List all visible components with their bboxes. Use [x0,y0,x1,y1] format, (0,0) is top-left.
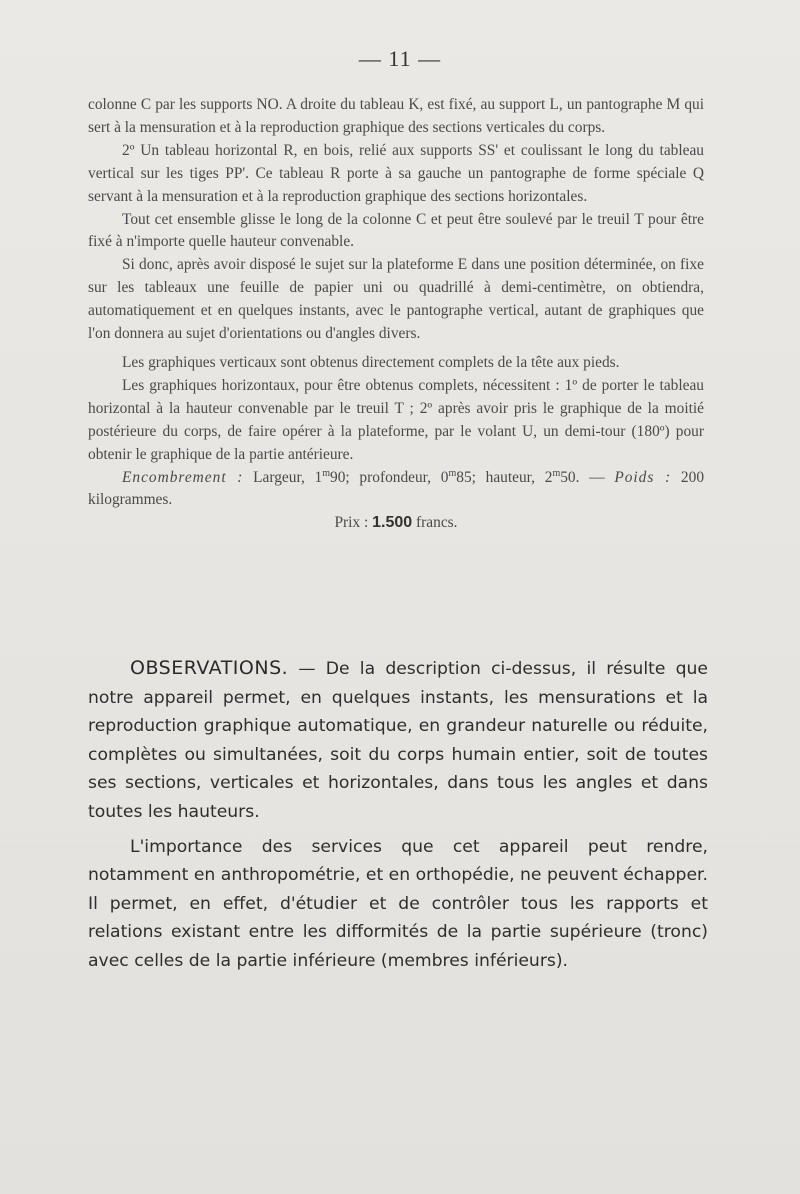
observations-paragraph-1 [88,654,708,827]
description-body [88,94,704,535]
largeur-int: 1 [314,468,323,486]
observations-section [88,654,708,976]
hauteur-label: hauteur, [485,468,536,486]
observations-heading: OBSERVATIONS. [130,657,289,679]
profondeur-dec: 85; [456,468,476,486]
paragraph-continuation: colonne C par les supports NO. A droite du tableau K, est fixé, au support L, un pantographe M qui sert à la mensuration et à la reproduction graphique des sections verticales du corps. [88,96,704,136]
paragraph-winch: Tout cet ensemble glisse le long de la colonne C et peut être soulevé par le treuil T pour être fixé à n'importe quelle hauteur convenable. [88,210,704,251]
profondeur-int: 0 [440,468,449,486]
price-line [88,512,704,535]
dimensions-dash: — [589,468,605,486]
price-currency: francs. [416,514,458,532]
observations-paragraph-2: L'importance des services que cet appareil peut rendre, notamment en anthropométrie, et en orthopédie, ne peuvent échapper. Il permet, en effet, d'étudier et de contrôler tous les rapports et relations existant entre les difformités de la partie supérieure (tronc) avec celles de la partie inférieure (membres inférieurs). [88,836,708,971]
paragraph-horizontal-graphs: Les graphiques horizontaux, pour être obtenus complets, nécessitent : 1º de porter le tableau horizontal à la hauteur convenable par le treuil T ; 2º après avoir pris le graphique de la moitié postérieure du corps, de faire opérer à la plateforme, par le volant U, un demi-tour (180º) pour obtenir le graphique de la partie antérieure. [88,376,704,463]
hauteur-unit: m [552,467,561,479]
paragraph-horizontal-table: 2º Un tableau horizontal R, en bois, relié aux supports SS' et coulissant le long du tableau vertical sur les tiges PP'. Ce tableau R porte à sa gauche un pantographe de forme spéciale Q servant à la mensuration et à la reproduction graphique des sections horizontales. [88,141,704,205]
largeur-unit: m [322,467,331,479]
dimensions-label: Encombrement : [122,468,244,486]
poids-value: 200 kilogrammes. [88,468,705,509]
hauteur-int: 2 [544,468,553,486]
hauteur-dec: 50. [560,468,580,486]
paragraph-vertical-graphs: Les graphiques verticaux sont obtenus directement complets de la tête aux pieds. [122,353,620,371]
profondeur-unit: m [448,467,457,479]
price-label: Prix : [334,514,369,532]
price-amount: 1.500 [372,514,413,532]
largeur-label: Largeur, [253,468,305,486]
observations-p1-text: — De la description ci-dessus, il résulte que notre appareil permet, en quelques instants, les mensurations et la reproduction graphique automatique, en grandeur naturelle ou réduite, complètes ou simultanées, soit du corps humain entier, soit de toutes ses sections, verticales et horizontales, dans tous les angles et dans toutes les hauteurs. [88,659,708,822]
profondeur-label: profondeur, [359,468,432,486]
poids-label: Poids : [614,468,672,486]
page-number: — 11 — [358,46,442,71]
dimensions-line [88,467,704,513]
largeur-dec: 90; [330,468,350,486]
paragraph-procedure: Si donc, après avoir disposé le sujet sur la plateforme E dans une position déterminée, on fixe sur les tableaux une feuille de papier uni ou quadrillé à demi-centimètre, on obtiendra, automatiquement et en quelques instants, avec le pantographe vertical, autant de graphiques que l'on donnera au sujet d'orientations ou d'angles divers. [88,256,704,343]
